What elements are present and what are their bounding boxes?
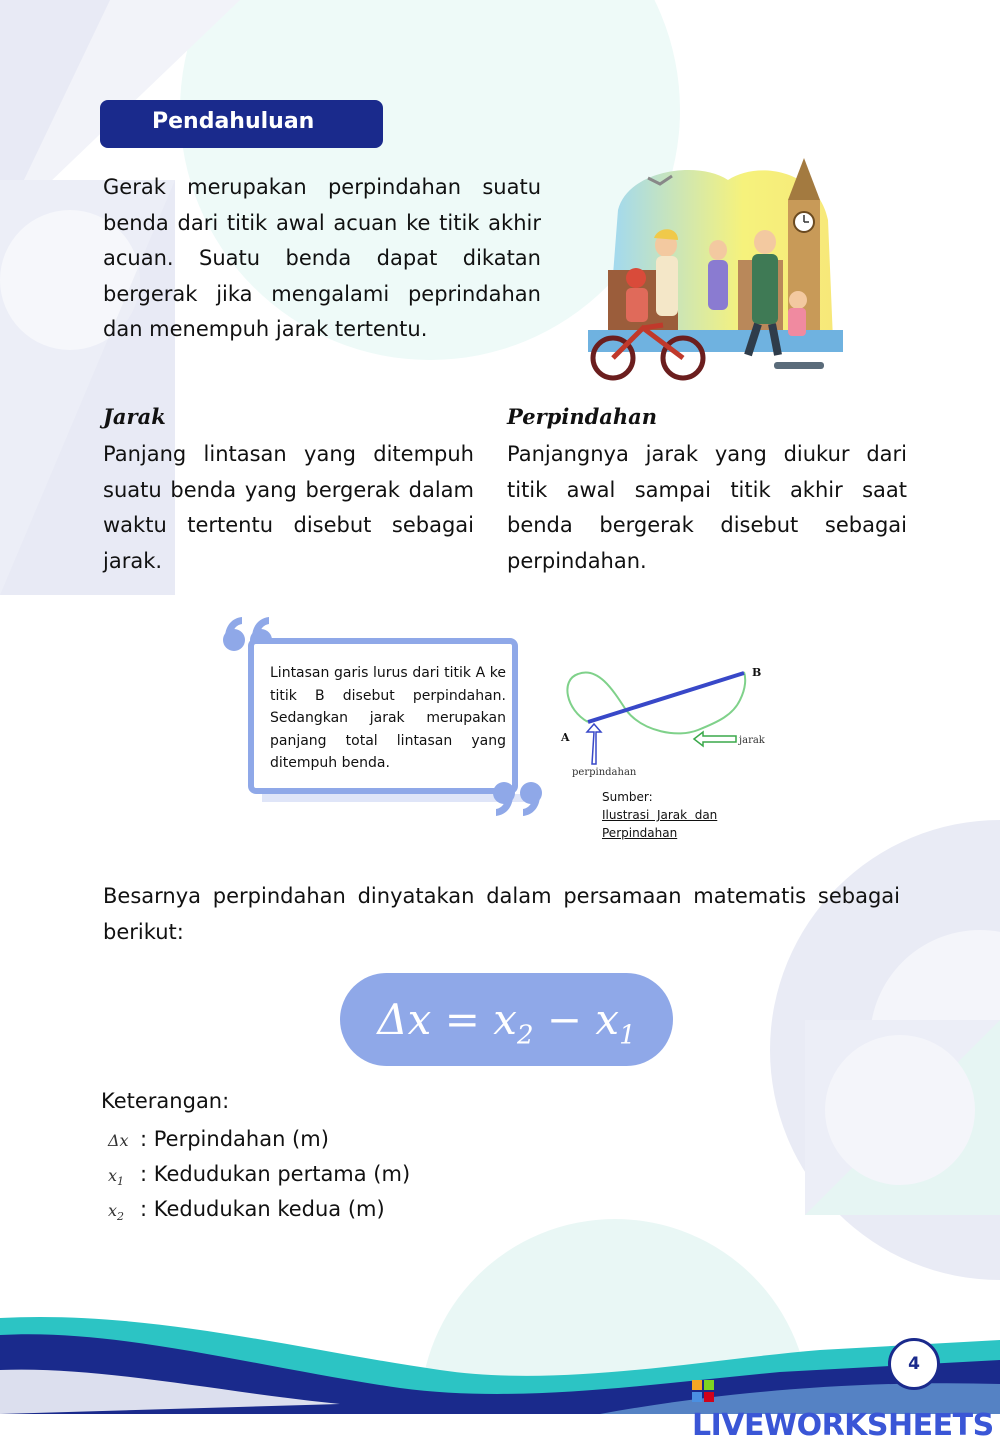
jarak-heading: Jarak (103, 404, 166, 429)
jarak-definition: Panjang lintasan yang ditempuh suatu benda yang bergerak dalam waktu tertentu disebut sebagai jarak. (103, 442, 474, 573)
quote-text: Lintasan garis lurus dari titik A ke titik B disebut perpindahan. Sedangkan jarak merupakan panjang total lintasan yang ditempuh benda. (270, 665, 506, 771)
formula-lhs: Δx (377, 995, 432, 1044)
intro-paragraph: Gerak merupakan perpindahan suatu benda dari titik awal acuan ke titik akhir acuan. Suatu benda dapat dikatan bergerak jika mengalami peprindahan dan menempuh jarak tertentu. (103, 175, 541, 341)
keterangan-desc: : Kedudukan pertama (m) (140, 1162, 411, 1186)
formula-x2: $x_2$ (493, 995, 534, 1051)
source-link-line2: Perpindahan (602, 826, 678, 840)
liveworksheets-brand: LIVEWORKSHEETS (692, 1408, 994, 1443)
formula-box (340, 973, 673, 1066)
symbol-x2: $x_2$ (108, 1201, 125, 1224)
symbol-delta-x: Δx (108, 1131, 129, 1150)
label-perpindahan: perpindahan (572, 767, 637, 778)
keterangan-item (108, 1192, 385, 1234)
perpindahan-definition: Panjangnya jarak yang diukur dari titik awal sampai titik akhir saat benda bergerak disebut sebagai perpindahan. (507, 442, 907, 573)
formula-equals: = (431, 995, 494, 1044)
source-link[interactable] (602, 806, 717, 842)
source-link-line1: Ilustrasi Jarak dan (602, 808, 718, 822)
formula-intro: Besarnya perpindahan dinyatakan dalam persamaan matematis sebagai berikut: (103, 884, 900, 944)
label-a: A (561, 731, 570, 744)
formula-minus: − (533, 995, 596, 1044)
label-jarak: jarak (739, 735, 765, 746)
people-walking-city-illustration (588, 150, 843, 390)
liveworksheets-logo[interactable] (692, 1373, 1000, 1443)
left-arrow-icon (694, 732, 736, 746)
keterangan-desc: : Perpindahan (m) (140, 1127, 329, 1151)
keterangan-heading: Keterangan: (101, 1089, 230, 1113)
formula-x1: $x_1$ (595, 995, 636, 1051)
perpindahan-line (588, 673, 744, 722)
up-arrow-icon (587, 724, 601, 764)
keterangan-desc: : Kedudukan kedua (m) (140, 1197, 385, 1221)
quote-box-shadow (262, 794, 524, 802)
close-quote-icon (490, 778, 546, 820)
page-number: 4 (888, 1338, 940, 1390)
label-b: B (752, 666, 762, 679)
source-citation (602, 788, 717, 842)
jarak-perpindahan-diagram (558, 660, 773, 780)
liveworksheets-icon (692, 1380, 714, 1402)
perpindahan-heading: Perpindahan (507, 404, 658, 429)
symbol-x1: $x_1$ (108, 1166, 125, 1189)
source-label: Sumber: (602, 790, 653, 804)
section-title-badge: Pendahuluan (100, 100, 383, 148)
